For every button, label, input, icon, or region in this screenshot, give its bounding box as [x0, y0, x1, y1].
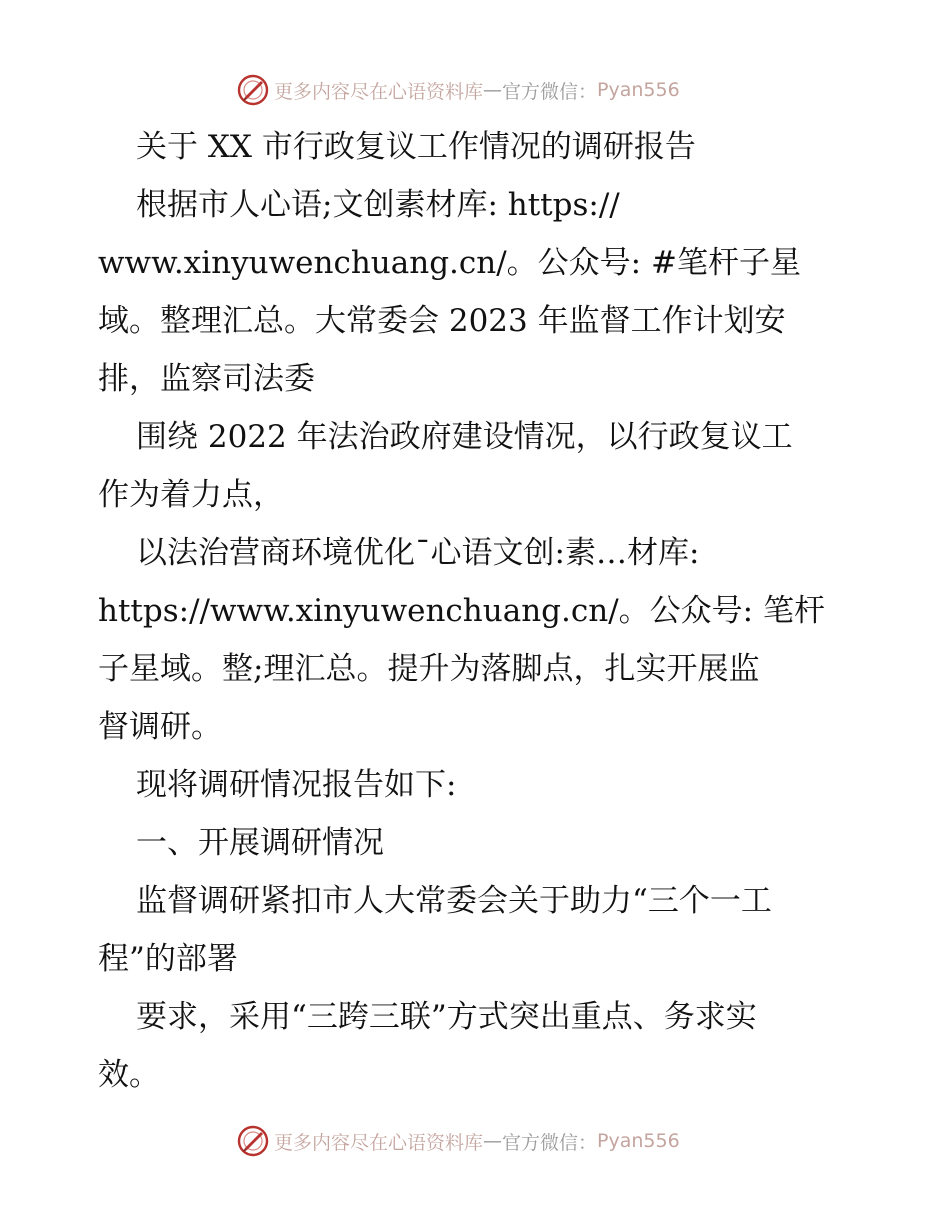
header-watermark: [236, 72, 680, 108]
document-body: [98, 118, 853, 1104]
section-heading: 一、开展调研情况: [136, 825, 384, 861]
brand-logo-icon: [236, 1124, 270, 1158]
paragraph-line: 效。: [98, 1057, 160, 1093]
brand-logo-icon: [236, 73, 270, 107]
watermark-separator: —: [483, 79, 503, 101]
watermark-contact-id: Pyan556: [597, 1130, 680, 1152]
paragraph-line: 围绕 2022 年法治政府建设情况，以行政复议工: [136, 419, 793, 455]
paragraph-line: 排，监察司法委: [98, 361, 315, 397]
paragraph-line: 程”的部署: [98, 941, 238, 977]
paragraph-line: 要求，采用“三跨三联”方式突出重点、务求实: [136, 999, 757, 1035]
paragraph-line: 督调研。: [98, 709, 222, 745]
watermark-text: 更多内容尽在心语资料库: [274, 1131, 484, 1154]
watermark-contact-label: 官方微信：: [502, 80, 598, 103]
paragraph-line: 子星域。整;理汇总。提升为落脚点，扎实开展监: [98, 651, 760, 687]
paragraph-line: 作为着力点，: [98, 477, 284, 513]
footer-watermark: [236, 1123, 680, 1159]
paragraph-line: 监督调研紧扣市人大常委会关于助力“三个一工: [136, 883, 772, 919]
watermark-contact-id: Pyan556: [597, 79, 680, 101]
watermark-text: 更多内容尽在心语资料库: [274, 80, 484, 103]
paragraph-line: 现将调研情况报告如下:: [136, 767, 457, 803]
paragraph-line: 域。整理汇总。大常委会 2023 年监督工作计划安: [98, 303, 786, 339]
document-title: 关于 XX 市行政复议工作情况的调研报告: [136, 129, 696, 165]
watermark-separator: —: [483, 1130, 503, 1152]
paragraph-line: 以法治营商环境优化¯心语文创:素…材库:: [136, 535, 700, 571]
paragraph-line: https://www.xinyuwenchuang.cn/。公众号: 笔杆: [98, 593, 825, 629]
watermark-contact-label: 官方微信：: [502, 1131, 598, 1154]
paragraph-line: 根据市人心语;文创素材库: https://: [136, 187, 620, 223]
paragraph-line: www.xinyuwenchuang.cn/。公众号: #笔杆子星: [98, 245, 801, 281]
